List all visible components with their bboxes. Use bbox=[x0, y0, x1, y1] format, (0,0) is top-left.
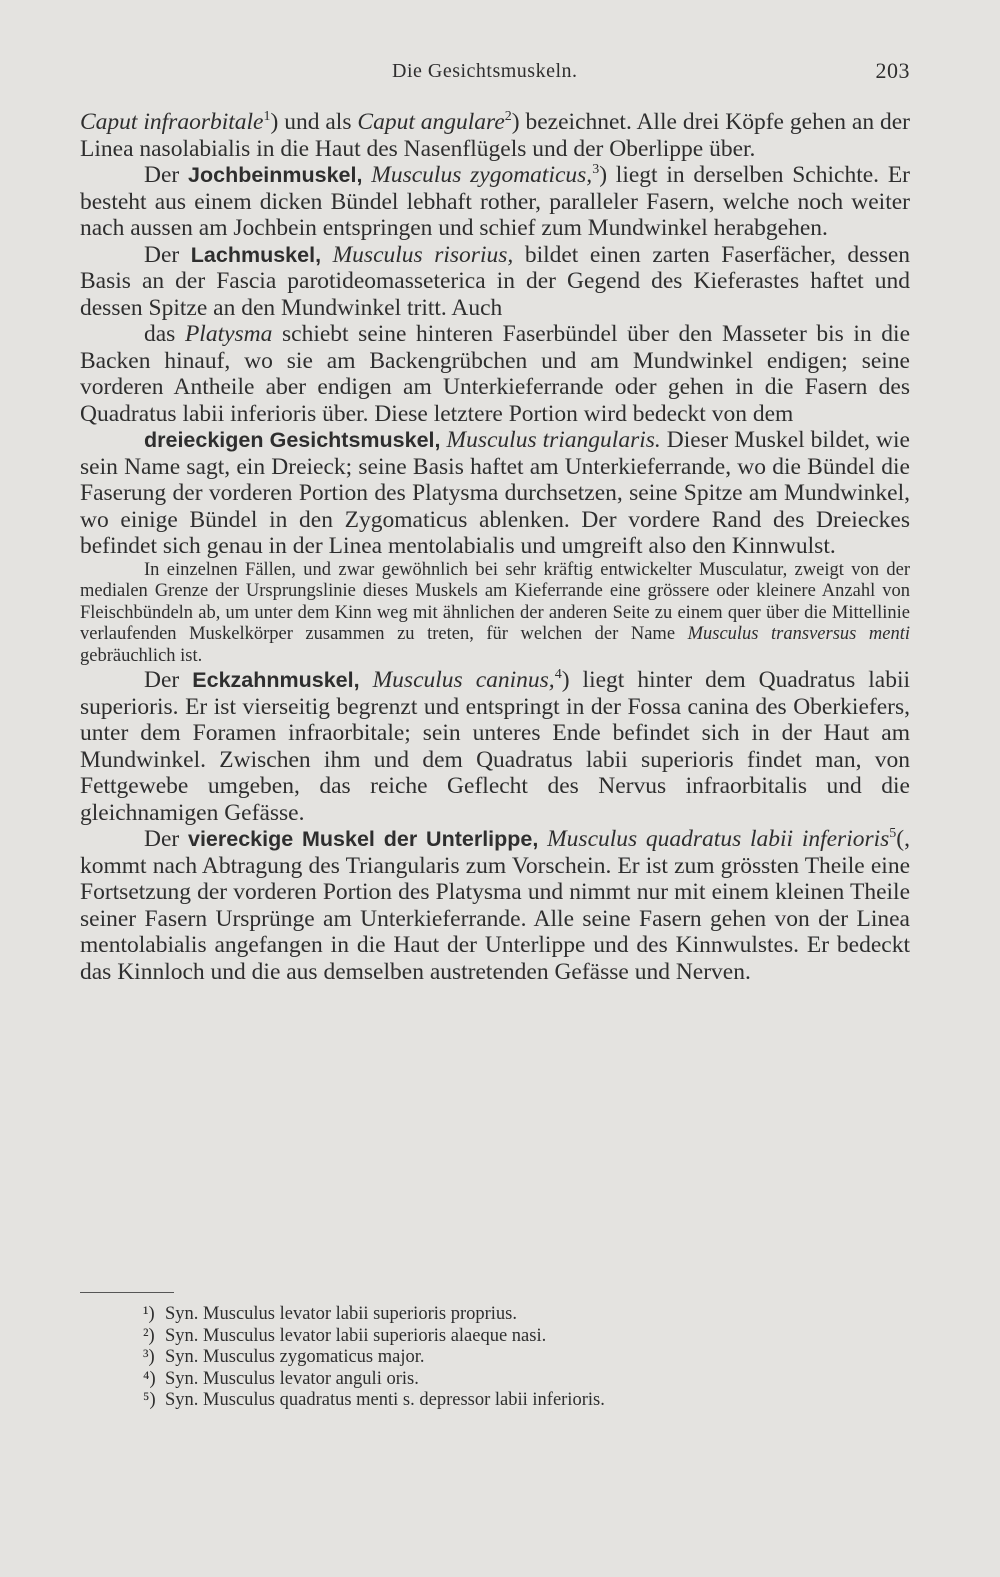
text: Der bbox=[144, 826, 188, 852]
running-header bbox=[80, 58, 910, 88]
term-musculus-zygomaticus: Musculus zygomaticus, bbox=[371, 162, 593, 188]
footnote-ref-3: 3 bbox=[592, 162, 600, 178]
text: Der bbox=[144, 162, 189, 188]
term-musculus-quadratus-labii-inferioris: Musculus quadratus labii inferioris bbox=[547, 826, 890, 852]
paragraph-caput bbox=[80, 109, 910, 162]
text: In einzelnen Fällen, und zwar gewöhnlich bei sehr kräftig entwickelter Musculatur, zweigt von der medialen Grenze der Ursprungslinie dieses Muskels am Kieferrande eine grössere oder kleinere Anzahl von Fleischbündeln ab, um unter dem Kinn weg mit ähnlichen der anderen Seite zu einem quer über die Mittellinie verlaufenden Muskelkörper zusammen zu treten, für welchen der Name bbox=[80, 559, 910, 644]
term-musculus-triangularis: Musculus triangularis. bbox=[446, 427, 661, 453]
heading-eckzahnmuskel: Eckzahnmuskel, bbox=[192, 668, 360, 692]
heading-jochbeinmuskel: Jochbeinmuskel, bbox=[188, 163, 363, 187]
footnote-text: Syn. Musculus levator labii superioris alaeque nasi. bbox=[165, 1325, 547, 1346]
footnote-mark: ⁵) bbox=[143, 1390, 156, 1410]
paragraph-risorius bbox=[80, 242, 910, 322]
footnote bbox=[143, 1326, 605, 1348]
text: Der bbox=[144, 667, 193, 693]
paragraph-quadratus-labii-inferioris bbox=[80, 826, 910, 985]
page-number: 203 bbox=[875, 58, 910, 83]
footnote-text: Syn. Musculus levator labii superioris proprius. bbox=[165, 1304, 517, 1324]
text bbox=[321, 242, 333, 268]
heading-dreieckiger-gesichtsmuskel: dreieckigen Gesichtsmuskel, bbox=[144, 428, 441, 452]
text: ) und als bbox=[270, 109, 358, 135]
footnote bbox=[143, 1390, 605, 1412]
footnote-text: Syn. Musculus zygomaticus major. bbox=[165, 1347, 425, 1367]
text: bildet einen zarten Faserfächer, dessen Basis an der Fascia parotideomasseterica in der Gegend des Kieferastes haftet und dessen Spitze an den Mundwinkel tritt. Auch bbox=[80, 241, 911, 321]
term-musculus-caninus: Musculus caninus, bbox=[372, 667, 555, 693]
footnote-mark: ¹) bbox=[143, 1304, 155, 1324]
small-print-note bbox=[80, 560, 910, 668]
paragraph-zygomaticus bbox=[80, 162, 910, 242]
footnote-mark: ³) bbox=[143, 1347, 155, 1367]
term-caput-angulare: Caput angulare bbox=[357, 109, 505, 135]
footnote-text: Syn. Musculus quadratus menti s. depressor labii inferioris. bbox=[165, 1390, 605, 1410]
text: (, kommt nach Abtragung des Triangularis zum Vorschein. Er ist zum grössten Theile eine Fortsetzung der vorderen Portion des Platysma und nimmt nur mit einem kleinen Theile seiner Fasern Ursprünge am Unterkieferrande. Alle seine Fasern gehen von der Linea mentolabialis angefangen in die Haut der Unterlippe und des Kinnwulstes. Er bedeckt das Kinnloch und die aus demselben austretenden Gefässe und Nerven. bbox=[80, 826, 910, 985]
footnote-mark: ⁴) bbox=[143, 1368, 156, 1389]
footnote-ref-4: 4 bbox=[554, 667, 562, 683]
term-musculus-risorius: Musculus risorius, bbox=[332, 241, 514, 268]
main-text bbox=[80, 109, 910, 985]
paragraph-caninus bbox=[80, 667, 910, 826]
text: ) liegt hinter dem Quadratus labii superioris. Er ist vierseitig begrenzt und entspringt in der Fossa canina des Oberkiefers, unter dem Foramen infraorbitale; sein unteres Ende befindet sich in der Haut am Mundwinkel. Zwischen ihm und dem Quadratus labii superioris findet man, von Fettgewebe umgeben, das reiche Geflecht des Nervus infraorbitalis und die gleichnamigen Gefässe. bbox=[80, 667, 911, 826]
footnote bbox=[143, 1347, 605, 1369]
paragraph-triangularis bbox=[80, 427, 910, 560]
text: Der bbox=[144, 241, 191, 268]
header-title: Die Gesichtsmuskeln. bbox=[392, 60, 578, 82]
text bbox=[360, 667, 373, 693]
footnote-ref-2: 2 bbox=[504, 109, 512, 125]
term-caput-infraorbitale: Caput infraorbitale bbox=[80, 109, 264, 135]
text: Dieser Muskel bildet, wie sein Name sagt, ein Dreieck; seine Basis haftet am Unterkieferrande, wo die Bündel die Faserung der vorderen Portion des Platysma durchsetzen, seine Spitze am Mundwinkel, wo einige Bündel in den Zygomaticus ablenken. Der vordere Rand des Dreieckes befindet sich genau in der Linea mentolabialis und umgreift also den Kinnwulst. bbox=[80, 427, 910, 559]
text bbox=[538, 826, 547, 852]
footnote-text: Syn. Musculus levator anguli oris. bbox=[165, 1368, 419, 1389]
footnote-mark: ²) bbox=[143, 1325, 155, 1346]
text: ) liegt in derselben Schichte. Er besteht aus einem dicken Bündel lebhaft rother, paralleler Fasern, welche noch weiter nach aussen am Jochbein entspringen und schief zum Mundwinkel herabgehen. bbox=[80, 162, 911, 241]
footnote bbox=[143, 1369, 605, 1391]
text: das bbox=[144, 321, 185, 347]
footnote-ref-1: 1 bbox=[263, 109, 271, 125]
heading-lachmuskel: Lachmuskel, bbox=[190, 242, 322, 267]
footnote-ref-5: 5 bbox=[889, 826, 897, 842]
text bbox=[362, 162, 371, 188]
footnote-divider bbox=[80, 1292, 174, 1293]
footnote bbox=[143, 1304, 605, 1326]
heading-viereckiger-muskel: viereckige Muskel der Unterlippe, bbox=[187, 827, 539, 851]
term-platysma: Platysma bbox=[184, 321, 273, 347]
text: ) bezeichnet. Alle drei Köpfe gehen an der Linea nasolabialis in die Haut des Nasenflügels und der Oberlippe über. bbox=[80, 109, 911, 162]
term-transversus-menti: Musculus transversus menti bbox=[687, 624, 910, 644]
footnotes bbox=[143, 1304, 605, 1412]
text: gebräuchlich ist. bbox=[80, 645, 203, 666]
paragraph-platysma bbox=[80, 321, 910, 427]
text: schiebt seine hinteren Faserbündel über den Masseter bis in die Backen hinauf, wo sie am Backengrübchen und am Mundwinkel endigen; seine vorderen Antheile aber endigen am Unterkieferrande oder gehen in die Fasern des Quadratus labii inferioris über. Diese letztere Portion wird bedeckt von dem bbox=[80, 321, 911, 427]
